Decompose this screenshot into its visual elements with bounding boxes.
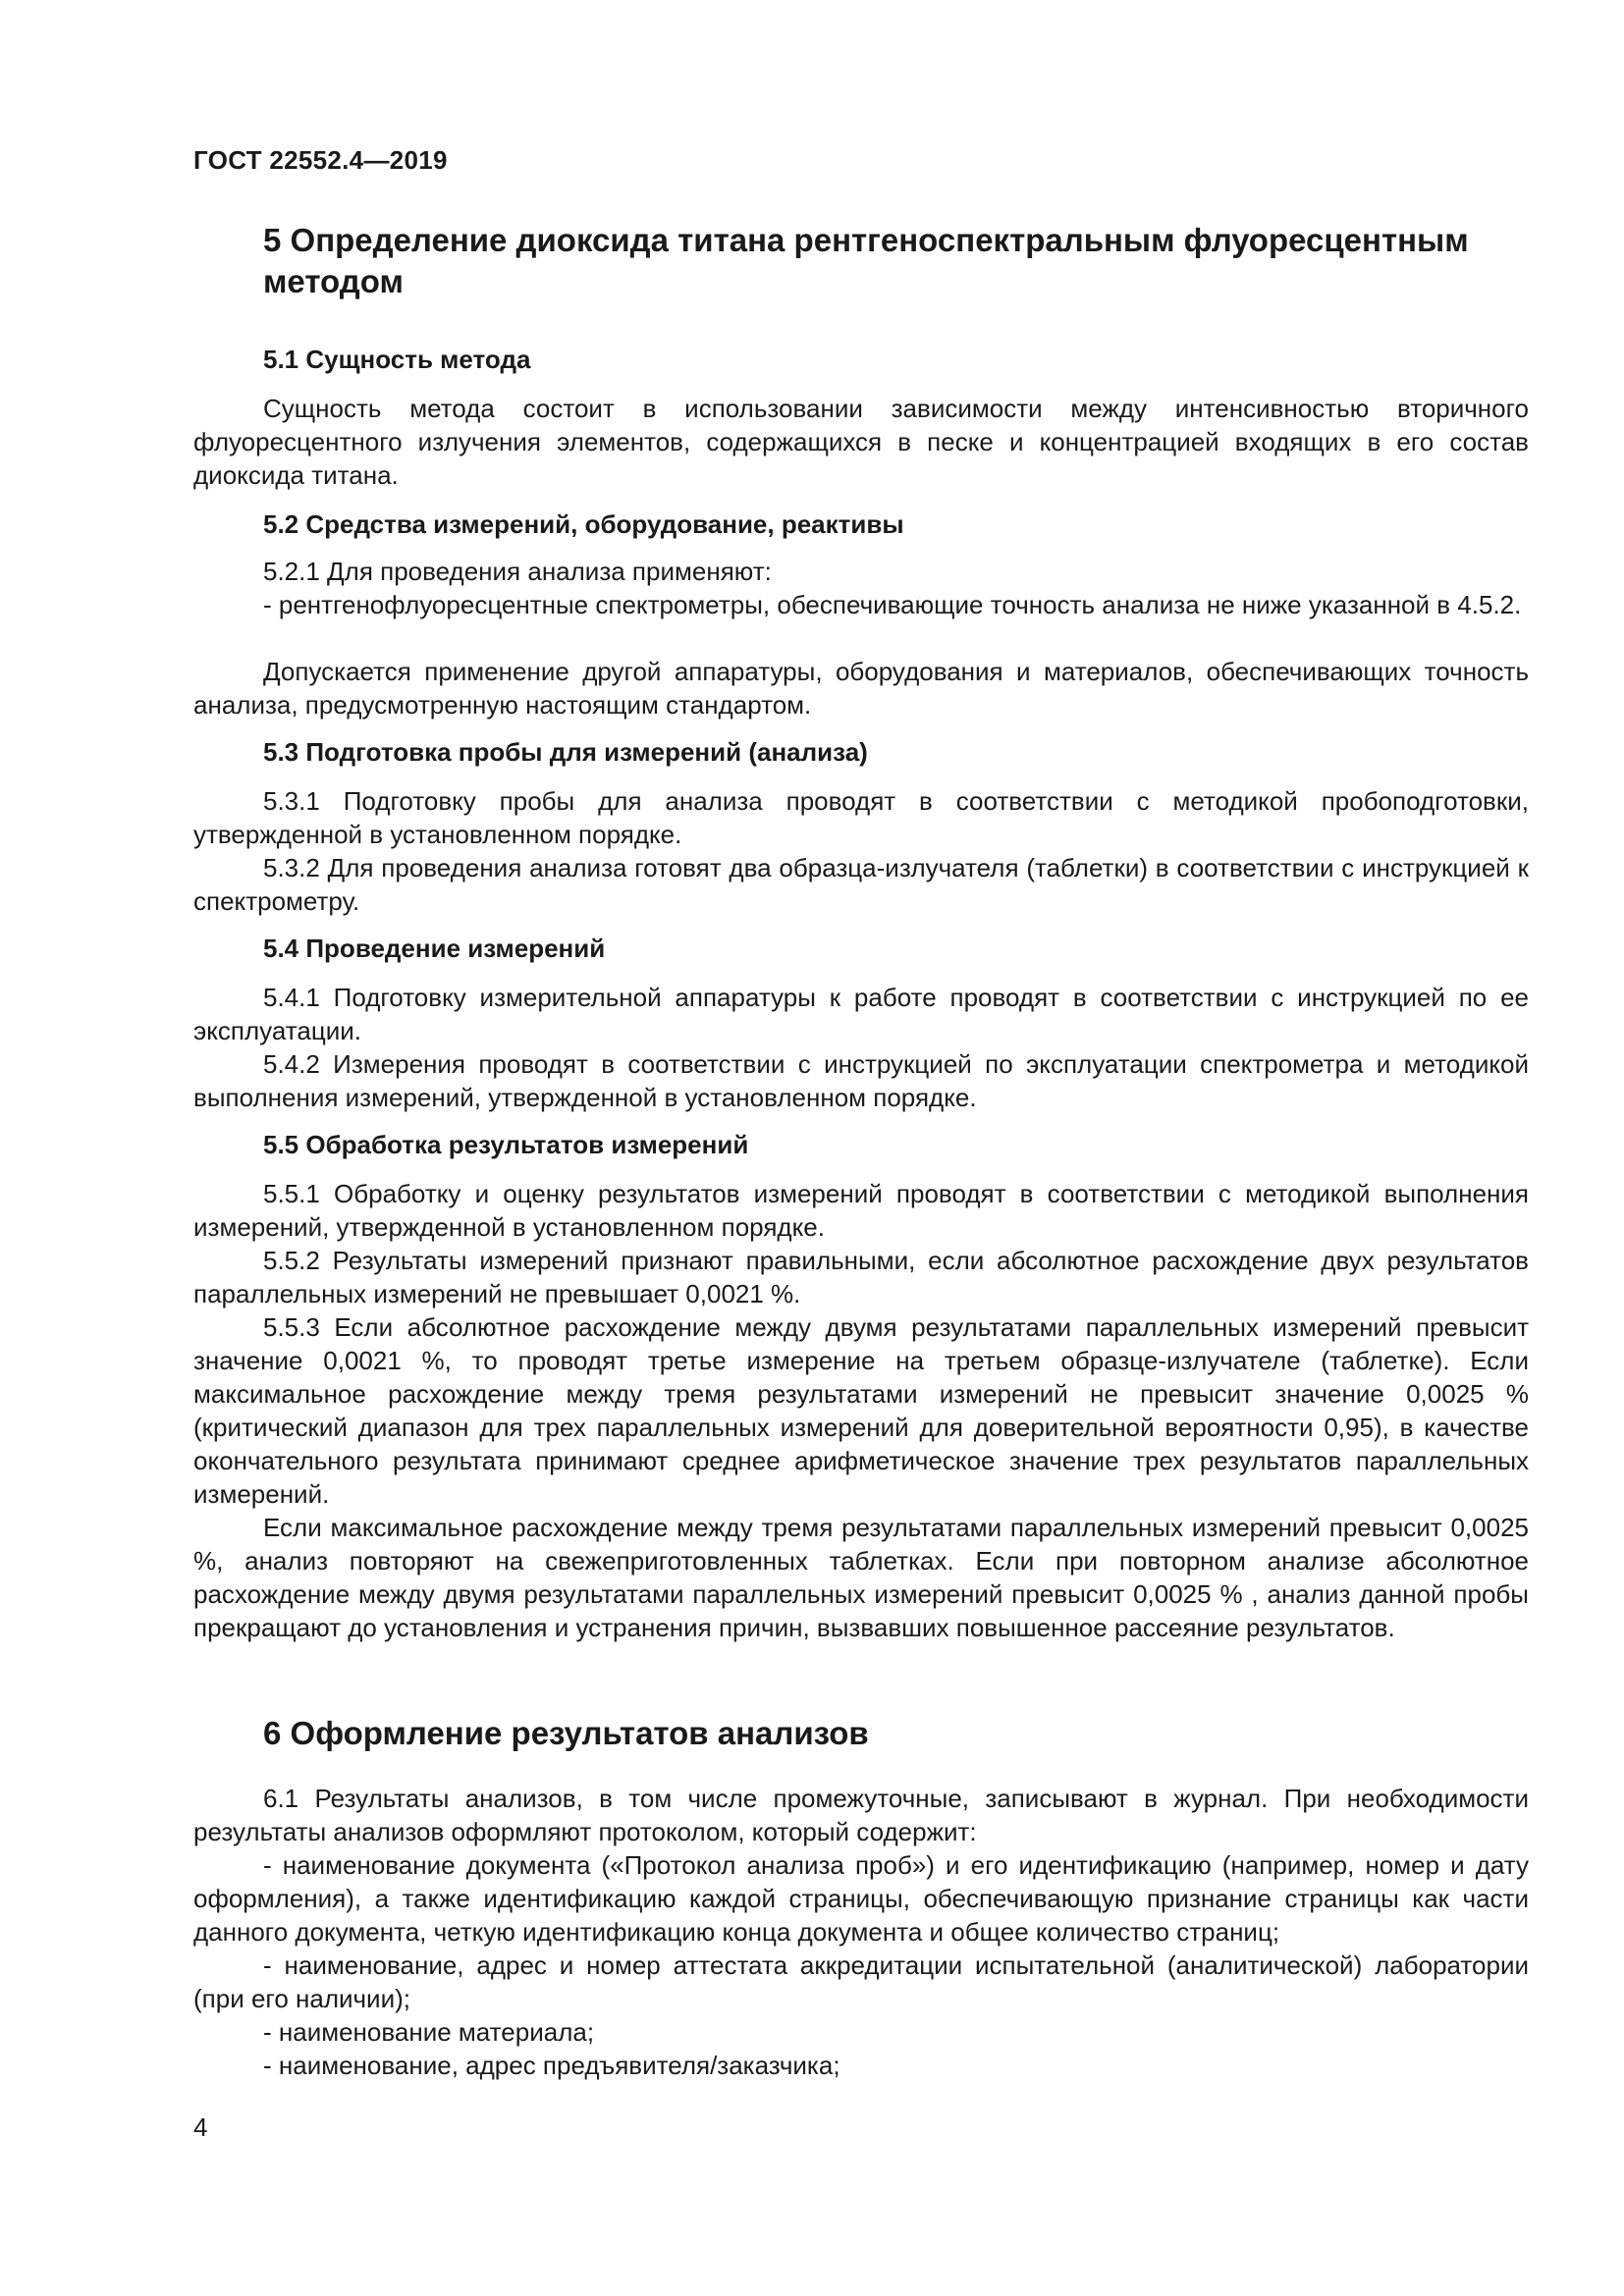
paragraph-5-5-2: 5.5.2 Результаты измерений признают правильными, если абсолютное расхождение двух результатов параллельных измерений не превышает 0,0021 %.: [193, 1246, 1529, 1308]
section-6-title: 6 Оформление результатов анализов: [263, 1715, 869, 1751]
paragraph-5-5-1: 5.5.1 Обработку и оценку результатов измерений проводят в соответствии с методикой выполнения измерений, утвержденной в установленном порядке.: [193, 1179, 1529, 1242]
document-code: ГОСТ 22552.4—2019: [193, 145, 448, 175]
subsection-5-3-title: 5.3 Подготовка пробы для измерений (анализа): [263, 737, 868, 767]
subsection-5-5-title: 5.5 Обработка результатов измерений: [263, 1130, 749, 1159]
paragraph-5-2-note: Допускается применение другой аппаратуры, оборудования и материалов, обеспечивающих точность анализа, предусмотренную настоящим стандартом.: [193, 657, 1529, 720]
paragraph-6-1-item-1: - наименование документа («Протокол анализа проб») и его идентификацию (например, номер и дату оформления), а также идентификацию каждой страницы, обеспечивающую признание страницы как части данного документа, четкую идентификацию конца документа и общее количество страниц;: [193, 1850, 1529, 1947]
paragraph-5-5-4: Если максимальное расхождение между тремя результатами параллельных измерений превысит 0,0025 %, анализ повторяют на свежеприготовленных таблетках. Если при повторном анализе абсолютное расхождение между двумя результатами параллельных измерений превысит 0,0025 % , анализ данной пробы прекращают до установления и устранения причин, вызвавших повышенное рассеяние результатов.: [193, 1513, 1529, 1642]
paragraph-5-4-2: 5.4.2 Измерения проводят в соответствии с инструкцией по эксплуатации спектрометра и методикой выполнения измерений, утвержденной в установленном порядке.: [193, 1049, 1529, 1112]
paragraph-6-1-item-4: - наименование, адрес предъявителя/заказчика;: [263, 2051, 840, 2080]
subsection-5-4-title: 5.4 Проведение измерений: [263, 934, 606, 963]
paragraph-6-1-item-2: - наименование, адрес и номер аттестата аккредитации испытательной (аналитической) лаборатории (при его наличии);: [193, 1950, 1529, 2013]
paragraph-5-4-1: 5.4.1 Подготовку измерительной аппаратуры к работе проводят в соответствии с инструкцией по ее эксплуатации.: [193, 983, 1529, 1045]
paragraph-5-5-3: 5.5.3 Если абсолютное расхождение между двумя результатами параллельных измерений превысит значение 0,0021 %, то проводят третье измерение на третьем образце-излучателе (таблетке). Если максимальное расхождение между тремя результатами измерений не превысит значение 0,0025 % (критический диапазон для трех параллельных измерений для доверительной вероятности 0,95), в качестве окончательного результата принимают среднее арифметическое значение трех результатов параллельных измерений.: [193, 1312, 1529, 1509]
page-number: 4: [193, 2112, 208, 2142]
paragraph-5-3-1: 5.3.1 Подготовку пробы для анализа проводят в соответствии с методикой пробоподготовки, утвержденной в установленном порядке.: [193, 786, 1529, 849]
subsection-5-2-title: 5.2 Средства измерений, оборудование, реактивы: [263, 509, 904, 539]
paragraph-5-1: Сущность метода состоит в использовании зависимости между интенсивностью вторичного флуоресцентного излучения элементов, содержащихся в песке и концентрацией входящих в его состав диоксида титана.: [193, 394, 1529, 490]
paragraph-5-2-1: 5.2.1 Для проведения анализа применяют:: [263, 557, 772, 586]
section-5-title: 5 Определение диоксида титана рентгеноспектральным флуоресцентным методом: [263, 222, 1469, 299]
paragraph-5-2-1-item: - рентгенофлуоресцентные спектрометры, обеспечивающие точность анализа не ниже указанной в 4.5.2.: [263, 590, 1522, 619]
paragraph-6-1-item-3: - наименование материала;: [263, 2017, 595, 2047]
paragraph-6-1: 6.1 Результаты анализов, в том числе промежуточные, записывают в журнал. При необходимости результаты анализов оформляют протоколом, который содержит:: [193, 1784, 1529, 1846]
subsection-5-1-title: 5.1 Сущность метода: [263, 345, 531, 374]
paragraph-5-3-2: 5.3.2 Для проведения анализа готовят два образца-излучателя (таблетки) в соответствии с инструкцией к спектрометру.: [193, 853, 1529, 916]
